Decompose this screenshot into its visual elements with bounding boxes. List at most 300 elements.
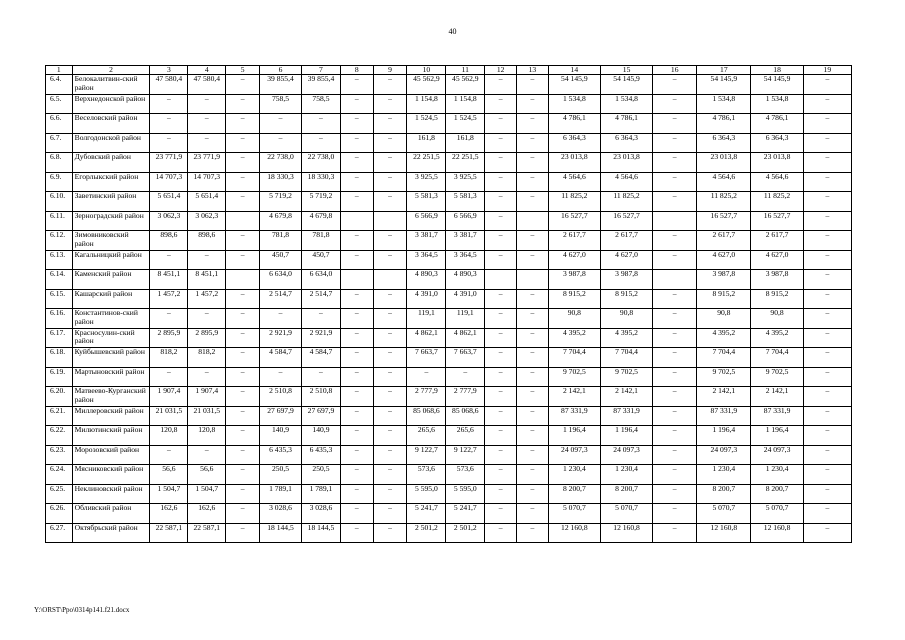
value-cell: – [485,387,517,407]
value-cell: 2 617,7 [697,231,751,251]
value-cell: – [373,328,407,348]
value-cell: – [485,445,517,465]
table-row [46,387,852,407]
value-cell: – [485,367,517,387]
value-cell: – [803,348,851,368]
value-cell: 1 524,5 [446,114,485,134]
value-cell: – [517,406,549,426]
value-cell: 7 704,4 [600,348,652,368]
value-cell: – [340,328,373,348]
value-cell: 5 595,0 [407,484,446,504]
district-name: Куйбышевский район [72,348,150,368]
row-index: 6.24. [46,465,73,485]
value-cell: 11 825,2 [548,192,600,212]
district-name: Каменский район [72,270,150,290]
value-cell: 22 738,0 [260,153,302,173]
column-number-17: 17 [697,66,751,75]
value-cell: 3 925,5 [407,172,446,192]
value-cell: 5 581,3 [407,192,446,212]
value-cell: 5 070,7 [697,504,751,524]
value-cell: 85 068,6 [446,406,485,426]
value-cell: 16 527,7 [548,211,600,231]
table-row [46,270,852,290]
value-cell: – [226,172,260,192]
value-cell: – [226,426,260,446]
value-cell: – [150,133,188,153]
value-cell: – [340,484,373,504]
value-cell: – [653,75,697,95]
value-cell: 6 435,3 [302,445,341,465]
value-cell: – [340,406,373,426]
value-cell: – [150,114,188,134]
value-cell: 7 663,7 [407,348,446,368]
district-name: Матвеево-Курганский район [72,387,150,407]
value-cell: 1 154,8 [446,94,485,114]
file-path-footer: Y:\ORST\Ppo\0314p141.f21.docx [34,606,130,614]
value-cell: 18 144,5 [302,523,341,543]
value-cell [226,211,260,231]
value-cell: 54 145,9 [548,75,600,95]
value-cell: – [803,523,851,543]
value-cell: – [340,153,373,173]
value-cell: 5 595,0 [446,484,485,504]
value-cell: 1 504,7 [188,484,226,504]
value-cell: 9 702,5 [751,367,803,387]
value-cell: 23 771,9 [150,153,188,173]
value-cell: 8 200,7 [600,484,652,504]
value-cell: 4 391,0 [446,289,485,309]
row-index: 6.10. [46,192,73,212]
row-index: 6.5. [46,94,73,114]
value-cell: 1 534,8 [751,94,803,114]
value-cell: – [340,367,373,387]
value-cell: 3 925,5 [446,172,485,192]
row-index: 6.13. [46,250,73,270]
value-cell: – [803,211,851,231]
value-cell: 14 707,3 [188,172,226,192]
row-index: 6.17. [46,328,73,348]
value-cell: – [803,250,851,270]
value-cell: 1 154,8 [407,94,446,114]
district-name: Волгодонской район [72,133,150,153]
value-cell: 2 514,7 [260,289,302,309]
table-row [46,172,852,192]
value-cell: 4 890,3 [446,270,485,290]
value-cell: – [653,484,697,504]
value-cell: 87 331,9 [600,406,652,426]
value-cell: 2 921,9 [260,328,302,348]
value-cell: 3 028,6 [302,504,341,524]
value-cell: – [485,504,517,524]
value-cell: – [653,348,697,368]
value-cell: – [803,114,851,134]
value-cell: – [803,289,851,309]
value-cell: – [653,114,697,134]
value-cell: 2 777,9 [407,387,446,407]
district-name: Мартыновский район [72,367,150,387]
value-cell: 4 679,8 [260,211,302,231]
column-number-18: 18 [751,66,803,75]
value-cell: 450,7 [302,250,341,270]
value-cell: 4 786,1 [751,114,803,134]
value-cell: – [373,465,407,485]
value-cell: – [517,231,549,251]
value-cell: – [485,328,517,348]
value-cell: 27 697,9 [302,406,341,426]
value-cell: – [517,172,549,192]
value-cell: – [803,328,851,348]
district-name: Милютинский район [72,426,150,446]
value-cell: 87 331,9 [751,406,803,426]
value-cell: 5 651,4 [188,192,226,212]
value-cell: 22 587,1 [188,523,226,543]
table-row [46,94,852,114]
value-cell: 22 251,5 [446,153,485,173]
value-cell: 4 391,0 [407,289,446,309]
value-cell: 39 855,4 [260,75,302,95]
row-index: 6.8. [46,153,73,173]
district-name: Кашарский район [72,289,150,309]
value-cell: – [485,192,517,212]
value-cell: 120,8 [188,426,226,446]
value-cell [373,270,407,290]
value-cell: 6 364,3 [600,133,652,153]
value-cell: 573,6 [407,465,446,485]
value-cell: – [517,192,549,212]
row-index: 6.15. [46,289,73,309]
value-cell: 4 679,8 [302,211,341,231]
value-cell: 22 587,1 [150,523,188,543]
column-number-2: 2 [72,66,150,75]
value-cell: – [373,75,407,95]
value-cell: 5 581,3 [446,192,485,212]
value-cell: 2 501,2 [407,523,446,543]
value-cell: 24 097,3 [600,445,652,465]
value-cell: – [485,465,517,485]
value-cell: 16 527,7 [600,211,652,231]
value-cell: 3 987,8 [600,270,652,290]
value-cell: – [517,504,549,524]
value-cell: 4 395,2 [751,328,803,348]
row-index: 6.14. [46,270,73,290]
column-number-7: 7 [302,66,341,75]
value-cell: – [340,426,373,446]
value-cell: – [188,133,226,153]
district-name: Кагальницкий район [72,250,150,270]
value-cell: – [373,445,407,465]
value-cell: 162,6 [150,504,188,524]
value-cell: – [340,309,373,329]
value-cell: – [803,94,851,114]
value-cell: 5 070,7 [600,504,652,524]
value-cell: – [340,504,373,524]
value-cell: 5 651,4 [150,192,188,212]
value-cell: 9 702,5 [600,367,652,387]
value-cell: 1 504,7 [150,484,188,504]
value-cell [517,270,549,290]
value-cell: 1 230,4 [600,465,652,485]
district-name: Заветинский район [72,192,150,212]
value-cell: – [803,406,851,426]
value-cell: 23 013,8 [697,153,751,173]
value-cell: 2 514,7 [302,289,341,309]
value-cell: – [373,309,407,329]
value-cell [517,211,549,231]
value-cell: – [803,484,851,504]
value-cell: 6 566,9 [407,211,446,231]
value-cell [226,270,260,290]
value-cell: 90,8 [751,309,803,329]
table-row [46,192,852,212]
value-cell: – [517,367,549,387]
value-cell: – [302,367,341,387]
value-cell: – [803,133,851,153]
district-name: Дубовский район [72,153,150,173]
value-cell: 11 825,2 [697,192,751,212]
value-cell: 3 062,3 [188,211,226,231]
value-cell: – [653,250,697,270]
value-cell: – [653,387,697,407]
value-cell: 818,2 [188,348,226,368]
value-cell: 781,8 [260,231,302,251]
value-cell: 4 786,1 [697,114,751,134]
value-cell: 2 510,8 [302,387,341,407]
value-cell: 18 330,3 [260,172,302,192]
value-cell: 5 070,7 [751,504,803,524]
column-number-6: 6 [260,66,302,75]
district-name: Неклиновский район [72,484,150,504]
value-cell: 3 028,6 [260,504,302,524]
table-row [46,348,852,368]
value-cell: 1 534,8 [548,94,600,114]
value-cell: – [373,172,407,192]
table-row [46,153,852,173]
table-row [46,250,852,270]
value-cell: 6 634,0 [302,270,341,290]
value-cell: – [373,426,407,446]
value-cell: – [226,133,260,153]
column-number-10: 10 [407,66,446,75]
value-cell: 1 907,4 [188,387,226,407]
value-cell: 4 395,2 [548,328,600,348]
value-cell: – [340,465,373,485]
value-cell: – [260,133,302,153]
district-name: Константинов-ский район [72,309,150,329]
value-cell: – [188,250,226,270]
value-cell: 11 825,2 [600,192,652,212]
value-cell: – [803,153,851,173]
value-cell: 7 663,7 [446,348,485,368]
value-cell: 9 122,7 [407,445,446,465]
value-cell: 1 196,4 [548,426,600,446]
value-cell: 4 584,7 [260,348,302,368]
row-index: 6.19. [46,367,73,387]
row-index: 6.25. [46,484,73,504]
value-cell: – [517,387,549,407]
value-cell: 450,7 [260,250,302,270]
value-cell: 18 330,3 [302,172,341,192]
value-cell: 27 697,9 [260,406,302,426]
value-cell: 87 331,9 [548,406,600,426]
value-cell: 2 617,7 [548,231,600,251]
district-name: Зимовниковский район [72,231,150,251]
value-cell: – [517,309,549,329]
value-cell: 162,6 [188,504,226,524]
value-cell: – [226,406,260,426]
value-cell: 250,5 [302,465,341,485]
value-cell: – [485,75,517,95]
value-cell: 1 196,4 [600,426,652,446]
value-cell: – [517,445,549,465]
district-name: Белокалитвин-ский район [72,75,150,95]
value-cell: – [340,231,373,251]
value-cell: – [226,231,260,251]
value-cell: 1 230,4 [751,465,803,485]
value-cell: 23 013,8 [751,153,803,173]
value-cell: 16 527,7 [751,211,803,231]
value-cell: – [653,406,697,426]
value-cell: 22 738,0 [302,153,341,173]
value-cell: 3 987,8 [697,270,751,290]
value-cell: 1 789,1 [302,484,341,504]
value-cell: – [446,367,485,387]
table-row [46,484,852,504]
value-cell: 3 364,5 [407,250,446,270]
value-cell: – [485,231,517,251]
value-cell: 4 564,6 [600,172,652,192]
value-cell: – [373,523,407,543]
value-cell: 573,6 [446,465,485,485]
value-cell: 12 160,8 [697,523,751,543]
value-cell: 2 617,7 [751,231,803,251]
value-cell: – [373,406,407,426]
value-cell: – [302,114,341,134]
table-row [46,367,852,387]
value-cell: 54 145,9 [600,75,652,95]
value-cell: 8 915,2 [600,289,652,309]
value-cell: – [653,172,697,192]
value-cell: 8 200,7 [697,484,751,504]
value-cell: – [485,523,517,543]
value-cell: – [653,328,697,348]
row-index: 6.22. [46,426,73,446]
column-number-14: 14 [548,66,600,75]
value-cell: – [188,114,226,134]
value-cell: – [226,484,260,504]
value-cell: 14 707,3 [150,172,188,192]
table-row [46,211,852,231]
value-cell: – [485,426,517,446]
district-name: Обливский район [72,504,150,524]
row-index: 6.26. [46,504,73,524]
value-cell: 4 627,0 [600,250,652,270]
row-index: 6.16. [46,309,73,329]
value-cell: – [302,133,341,153]
value-cell: – [340,250,373,270]
district-name: Зерноградский район [72,211,150,231]
value-cell: – [803,172,851,192]
table-row [46,426,852,446]
value-cell: 5 719,2 [260,192,302,212]
value-cell: 5 241,7 [407,504,446,524]
value-cell: – [517,114,549,134]
value-cell: – [260,367,302,387]
value-cell [340,270,373,290]
value-cell: 2 501,2 [446,523,485,543]
value-cell: – [485,94,517,114]
table-row [46,114,852,134]
value-cell: – [340,445,373,465]
value-cell: 7 704,4 [751,348,803,368]
district-name: Верхнедонской район [72,94,150,114]
page-number: 40 [448,27,457,36]
value-cell: 7 704,4 [548,348,600,368]
row-index: 6.6. [46,114,73,134]
value-cell: 56,6 [188,465,226,485]
value-cell: – [373,133,407,153]
value-cell: – [340,172,373,192]
value-cell: 4 395,2 [697,328,751,348]
value-cell: – [340,387,373,407]
row-index: 6.23. [46,445,73,465]
value-cell: – [226,348,260,368]
value-cell: 6 364,3 [751,133,803,153]
value-cell: 24 097,3 [548,445,600,465]
value-cell: – [373,94,407,114]
value-cell: 818,2 [150,348,188,368]
table-row [46,504,852,524]
row-index: 6.12. [46,231,73,251]
value-cell: 1 534,8 [600,94,652,114]
value-cell: 5 070,7 [548,504,600,524]
value-cell: – [803,465,851,485]
value-cell: – [226,465,260,485]
value-cell: – [803,192,851,212]
value-cell: – [653,309,697,329]
value-cell: 4 890,3 [407,270,446,290]
value-cell: 2 142,1 [600,387,652,407]
value-cell [653,270,697,290]
value-cell [373,211,407,231]
value-cell: – [517,484,549,504]
value-cell: 6 364,3 [697,133,751,153]
value-cell: – [485,484,517,504]
value-cell: – [517,328,549,348]
value-cell: 23 013,8 [600,153,652,173]
value-cell: – [373,504,407,524]
value-cell: – [517,426,549,446]
value-cell: 161,8 [446,133,485,153]
value-cell: 2 777,9 [446,387,485,407]
value-cell: 3 987,8 [548,270,600,290]
value-cell: 2 921,9 [302,328,341,348]
district-name: Егорлыкский район [72,172,150,192]
value-cell: – [150,94,188,114]
value-cell: 7 704,4 [697,348,751,368]
value-cell: – [485,309,517,329]
value-cell: – [226,387,260,407]
district-name: Веселовский район [72,114,150,134]
budget-table [45,65,852,543]
row-index: 6.9. [46,172,73,192]
value-cell: 45 562,9 [407,75,446,95]
value-cell: – [485,211,517,231]
value-cell: 140,9 [260,426,302,446]
value-cell: 90,8 [600,309,652,329]
column-number-3: 3 [150,66,188,75]
value-cell: 2 142,1 [548,387,600,407]
value-cell: – [373,192,407,212]
